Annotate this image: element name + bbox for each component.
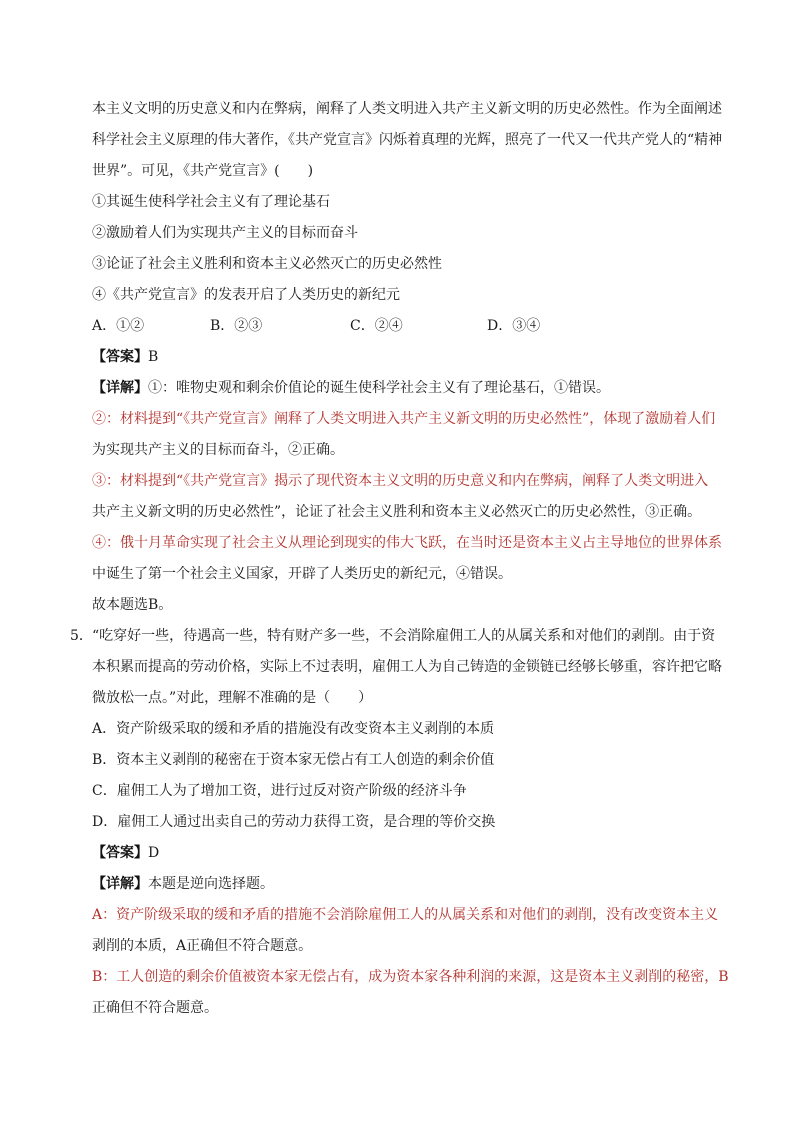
q4-analysis-line-4: 共产主义新文明的历史必然性”，论证了社会主义胜利和资本主义必然灭亡的历史必然性，③正确。	[92, 504, 702, 520]
q5-option-a: A．资产阶级采取的缓和矛盾的措施没有改变资本主义剥削的本质	[92, 721, 495, 737]
q4-choice-a: A．①②	[92, 318, 145, 334]
q4-choice-c: C．②④	[350, 318, 403, 334]
q4-conclusion: 故本题选B。	[92, 597, 173, 613]
q4-intro-line-1: 本主义文明的历史意义和内在弊病，阐释了人类文明进入共产主义新文明的历史必然性。作为全面阐述	[92, 101, 722, 117]
q4-analysis-line-6: 中诞生了第一个社会主义国家，开辟了人类历史的新纪元，④错误。	[92, 566, 512, 582]
q5-answer	[92, 838, 732, 869]
q4-option-1: ①其诞生使科学社会主义有了理论基石	[92, 194, 330, 210]
q4-choice-b: B．②③	[210, 318, 263, 334]
q5-analysis-line-4: 正确但不符合题意。	[92, 1000, 218, 1016]
q4-option-3: ③论证了社会主义胜利和资本主义必然灭亡的历史必然性	[92, 256, 442, 272]
q5-stem-line-1: “吃穿好一些，待遇高一些，特有财产多一些，不会消除雇佣工人的从属关系和对他们的剥削。由于资	[92, 628, 716, 644]
q5-stem-line-3: 微放松一点。”对此，理解不准确的是（ ）	[92, 690, 373, 706]
q4-detail-tag: 【详解】	[92, 380, 148, 396]
q5-option-d: D．雇佣工人通过出卖自己的劳动力获得工资，是合理的等价交换	[92, 814, 496, 830]
q4-detail	[92, 373, 732, 404]
q4-detail-first: ①：唯物史观和剩余价值论的诞生使科学社会主义有了理论基石，①错误。	[148, 380, 610, 396]
question-4-block	[70, 94, 732, 1024]
q4-analysis-line-5: ④：俄十月革命实现了社会主义从理论到现实的伟大飞跃，在当时还是资本主义占主导地位的世界体系	[92, 535, 722, 551]
q5-detail	[92, 869, 732, 900]
question-5-block	[70, 621, 732, 1024]
q4-analysis-line-2: 为实现共产主义的目标而奋斗，②正确。	[92, 442, 344, 458]
q4-option-2: ②激励着人们为实现共产主义的目标而奋斗	[92, 225, 358, 241]
q4-analysis-line-3: ③：材料提到“《共产党宣言》揭示了现代资本主义文明的历史意义和内在弊病，阐释了人类文明进入	[92, 473, 709, 489]
q4-analysis-line-1: ②：材料提到“《共产党宣言》阐释了人类文明进入共产主义新文明的历史必然性”，体现了激励着人们	[92, 411, 716, 427]
q5-analysis-line-1: A：资产阶级采取的缓和矛盾的措施不会消除雇佣工人的从属关系和对他们的剥削，没有改变资本主义	[92, 907, 719, 923]
q4-answer-value: B	[148, 349, 159, 365]
q5-detail-tag: 【详解】	[92, 876, 148, 892]
q4-option-4: ④《共产党宣言》的发表开启了人类历史的新纪元	[92, 287, 400, 303]
q4-intro-line-3: 世界”。可见，《共产党宣言》( )	[92, 163, 314, 179]
q5-stem-line-2: 本积累而提高的劳动价格，实际上不过表明，雇佣工人为自己铸造的金锁链已经够长够重，容许把它略	[92, 659, 722, 675]
q5-answer-tag: 【答案】	[92, 845, 148, 861]
q4-answer-tag: 【答案】	[92, 349, 148, 365]
q5-analysis-line-2: 剥削的本质，A正确但不符合题意。	[92, 938, 313, 954]
q4-choice-d: D．③④	[487, 318, 541, 334]
q4-answer	[92, 342, 732, 373]
q5-number: 5．	[70, 628, 93, 644]
q5-analysis-line-3: B：工人创造的剩余价值被资本家无偿占有，成为资本家各种利润的来源，这是资本主义剥削的秘密，B	[92, 969, 729, 985]
q5-option-c: C．雇佣工人为了增加工资，进行过反对资产阶级的经济斗争	[92, 783, 467, 799]
q4-choices	[92, 311, 732, 342]
q5-option-b: B．资本主义剥削的秘密在于资本家无偿占有工人创造的剩余价值	[92, 752, 495, 768]
q4-intro-line-2: 科学社会主义原理的伟大著作，《共产党宣言》闪烁着真理的光辉，照亮了一代又一代共产党人的“精神	[92, 132, 723, 148]
q5-detail-first: 本题是逆向选择题。	[148, 876, 274, 892]
q5-answer-value: D	[148, 845, 160, 861]
